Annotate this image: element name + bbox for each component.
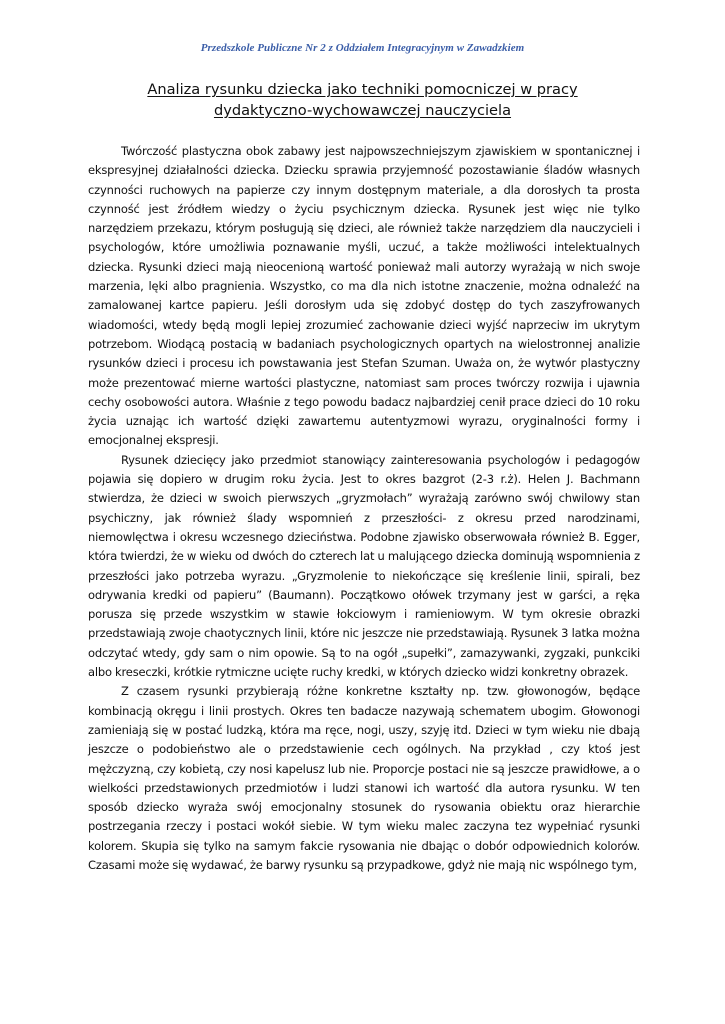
title-line-2: dydaktyczno-wychowawczej nauczyciela: [213, 102, 512, 119]
paragraph-2: Rysunek dziecięcy jako przedmiot stanowiący zainteresowania psychologów i pedagogów pojawia się dopiero w drugim roku życia. Jest to okres bazgrot (2-3 r.ż). Helen J. Bachmann stwierdza, że dzieci w swoich pierwszych „gryzmołach” wyrażają zarówno swój chwilowy stan psychiczny, jak również ślady wspomnień z przeszłości- z okresu przed narodzinami, niemowlęctwa i okresu wczesnego dzieciństwa. Podobne zjawisko obserwowała również B. Egger, która twierdzi, że w wieku od dwóch do czterech lat u malującego dziecka dominują wspomnienia z przeszłości jako potrzeba wyrazu. „Gryzmolenie to niekończące się kreślenie linii, spirali, bez odrywania kredki od papieru” (Baumann). Początkowo ołówek trzymany jest w garści, a ręka porusza się przede wszystkim w stawie łokciowym i ramieniowym. W tym okresie obrazki przedstawiają zwoje chaotycznych linii, które nic jeszcze nie przedstawiają. Rysunek 3 latka można odczytać wtedy, gdy sam o nim opowie. Są to na ogół „supełki”, zamazywanki, zygzaki, punkciki albo kreseczki, krótkie rytmiczne ucięte ruchy kredki, w których dziecko widzi konkretny obrazek.: [88, 452, 640, 680]
page-header: Przedszkole Publiczne Nr 2 z Oddziałem Integracyjnym w Zawadzkiem: [200, 42, 525, 54]
document-title: [70, 79, 655, 121]
paragraph-1: Twórczość plastyczna obok zabawy jest najpowszechniejszym zjawiskiem w spontanicznej i ekspresyjnej działalności dziecka. Dziecku sprawia przyjemność pozostawianie śladów własnych czynności ruchowych na papierze czy innym dostępnym materiale, a dla dorosłych ta prosta czynność jest źródłem wiedzy o życiu psychicznym dziecka. Rysunek jest więc nie tylko narzędziem przekazu, którym posługują się dzieci, ale również także narzędziem dla nauczycieli i psychologów, które umożliwia poznawanie myśli, uczuć, a także możliwości intelektualnych dziecka. Rysunki dzieci mają nieocenioną wartość ponieważ mali autorzy wyrażają w nich swoje marzenia, lęki albo pragnienia. Wszystko, co ma dla nich istotne znaczenie, można odnaleźć na zamalowanej kartce papieru. Jeśli dorosłym uda się zdobyć dostęp do tych zaszyfrowanych wiadomości, wtedy będą mogli lepiej zrozumieć zachowanie dzieci wyjść naprzeciw im ukrytym potrzebom. Wiodącą postacią w badaniach psychologicznych opartych na wielostronnej analizie rysunków dzieci i procesu ich powstawania jest Stefan Szuman. Uważa on, że wytwór plastyczny może prezentować mierne wartości plastyczne, natomiast sam proces twórczy rozwija i ujawnia cechy osobowości autora. Właśnie z tego powodu badacz najbardziej cenił prace dzieci do 10 roku życia uznając ich wartość dzięki zawartemu autentyzmowi wyrazu, oryginalności formy i emocjonalnej ekspresji.: [88, 144, 640, 448]
title-line-1: Analiza rysunku dziecka jako techniki pomocniczej w pracy: [147, 81, 578, 98]
paragraph-3: Z czasem rysunki przybierają różne konkretne kształty np. tzw. głowonogów, będące kombinacją okręgu i linii prostych. Okres ten badacze nazywają schematem ubogim. Głowonogi zamieniają się w postać ludzką, która ma ręce, nogi, uszy, szyję itd. Dzieci w tym wieku nie dbają jeszcze o podobieństwo ale o przedstawienie cech ogólnych. Na przykład , czy ktoś jest mężczyzną, czy kobietą, czy nosi kapelusz lub nie. Proporcje postaci nie są jeszcze prawidłowe, a o wielkości przedstawionych przedmiotów i ludzi stanowi ich wartość dla autora rysunku. W ten sposób dziecko wyraża swój emocjonalny stosunek do rysowania obiektu oraz hierarchie postrzegania rzeczy i postaci wokół siebie. W tym wieku malec zaczyna tez wypełniać rysunki kolorem. Skupia się tylko na samym fakcie rysowania nie dbając o dobór odpowiednich kolorów. Czasami może się wydawać, że barwy rysunku są przypadkowe, gdyż nie mają nic wspólnego tym,: [88, 684, 640, 872]
document-body: [88, 142, 640, 875]
